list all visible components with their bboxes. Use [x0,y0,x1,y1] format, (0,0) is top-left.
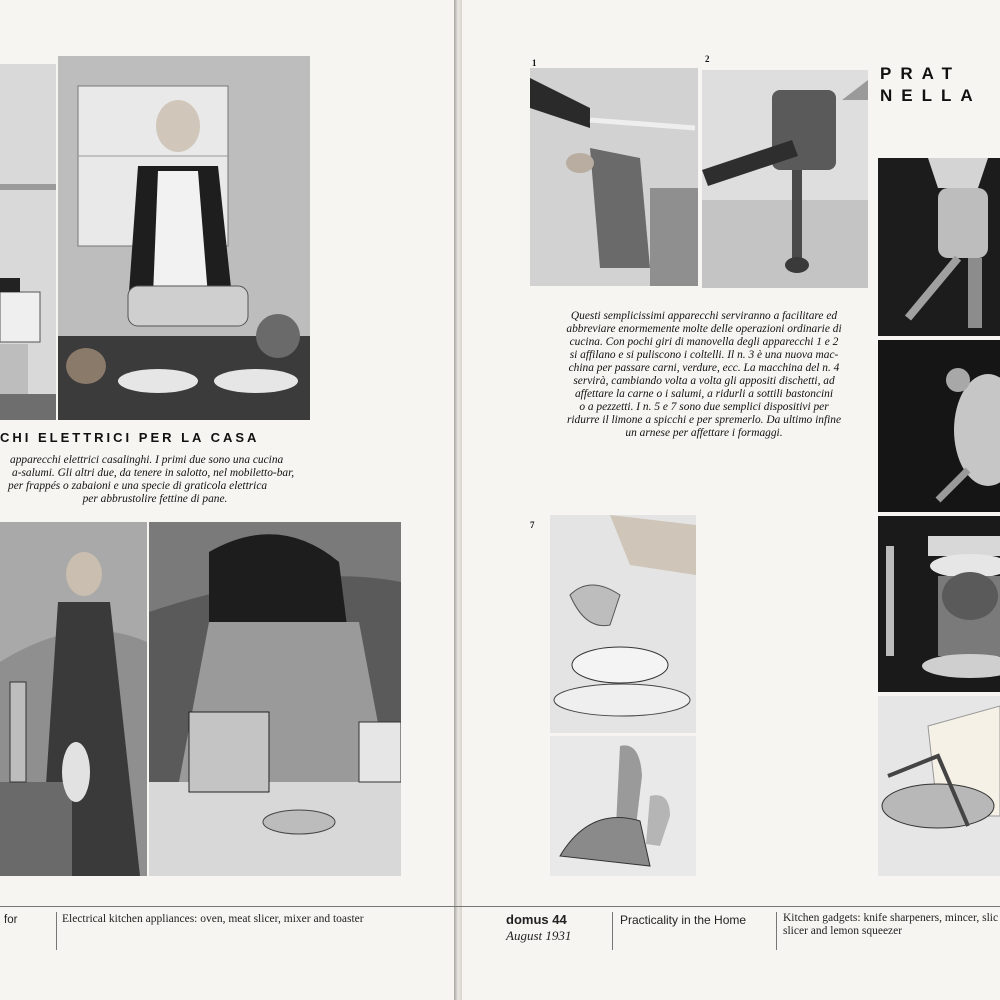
left-footer-caption: Electrical kitchen appliances: oven, meat slicer, mixer and toaster [62,913,364,925]
knife-sharpener-illustration [530,68,698,286]
left-caption-line: apparecchi elettrici casalinghi. I primi due sono una cucina [10,454,284,466]
photo-mixer [0,522,147,876]
right-caption-line: cucina. Con pochi giri di manovella degli apparecchi 1 e 2 [569,336,839,348]
right-headline-line-1: PRAT [880,64,962,83]
right-caption-line: affettare la carne o i salumi, a ridurli a sottili bastoncini [574,388,834,400]
left-footer-fragment: for [4,914,18,926]
left-caption-line: per frappés o zabaioni e una specie di graticola elettrica [8,480,268,492]
footer-date: August 1931 [506,928,572,943]
footer-divider [612,912,613,950]
footer-rule [0,906,1000,907]
left-headline: CHI ELETTRICI PER LA CASA [0,430,260,445]
footer-magazine: domus 44 [506,912,567,927]
photo-mincer [878,158,1000,336]
mixer-illustration [0,522,147,876]
lemon-slicer-illustration [550,736,696,876]
right-headline-line-2: NELLA [880,86,982,105]
meat-slicer-illustration [58,56,310,420]
right-caption-line: Questi semplicissimi apparecchi serviranno a facilitare ed [570,310,838,322]
right-caption-line: servirà, cambiando volta a volta gli appositi dischetti, ad [573,375,835,387]
photo-knife-sharpener-2 [702,70,868,288]
toaster-illustration [149,522,401,876]
photo-electric-oven [0,64,56,420]
right-caption-line: abbreviare enormemente molte delle operazioni ordinarie di [566,323,842,335]
footer-title: Practicality in the Home [620,913,747,927]
photo-meat-slicer [58,56,310,420]
right-caption-line: un arnese per affettare i formaggi. [625,427,783,439]
photo-lemon-slicer [550,736,696,876]
label-7: 7 [530,520,535,530]
slicer-machine-illustration [878,340,1000,512]
photo-lemon-squeezer [550,515,696,733]
right-caption-line: si affilano e si puliscono i coltelli. Il n. 3 è una nuova mac- [569,349,839,361]
lemon-squeezer-illustration [550,515,696,733]
footer-caption-line: Kitchen gadgets: knife sharpeners, mincer, slic [783,912,999,924]
oven-kitchen-illustration [0,64,56,420]
clamp-sharpener-illustration [702,70,868,288]
photo-knife-sharpener-1 [530,68,698,286]
photo-citrus-cutter [878,516,1000,692]
label-2: 2 [705,54,710,64]
citrus-cutter-illustration [878,516,1000,692]
right-caption-line: china per passare carni, verdure, ecc. La macchina del n. 4 [568,362,840,374]
right-caption-line: o a pezzetti. I n. 5 e 7 sono due semplici dispositivi per [579,401,829,413]
cheese-slicer-illustration [878,696,1000,876]
left-page [0,0,456,1000]
left-caption-line: a-salumi. Gli altri due, da tenere in salotto, nel mobiletto-bar, [12,467,295,479]
mincer-illustration [878,158,1000,336]
footer-caption-line: slicer and lemon squeezer [783,925,903,937]
footer-divider [776,912,777,950]
photo-cheese-slicer [878,696,1000,876]
footer-divider [56,912,57,950]
photo-meat-slicer-machine [878,340,1000,512]
right-page [462,0,1000,1000]
left-caption-line: per abbrustolire fettine di pane. [82,493,228,505]
photo-toaster [149,522,401,876]
right-caption-line: ridurre il limone a spicchi e per spremerlo. Da ultimo infine [566,414,842,426]
label-1: 1 [532,58,537,68]
